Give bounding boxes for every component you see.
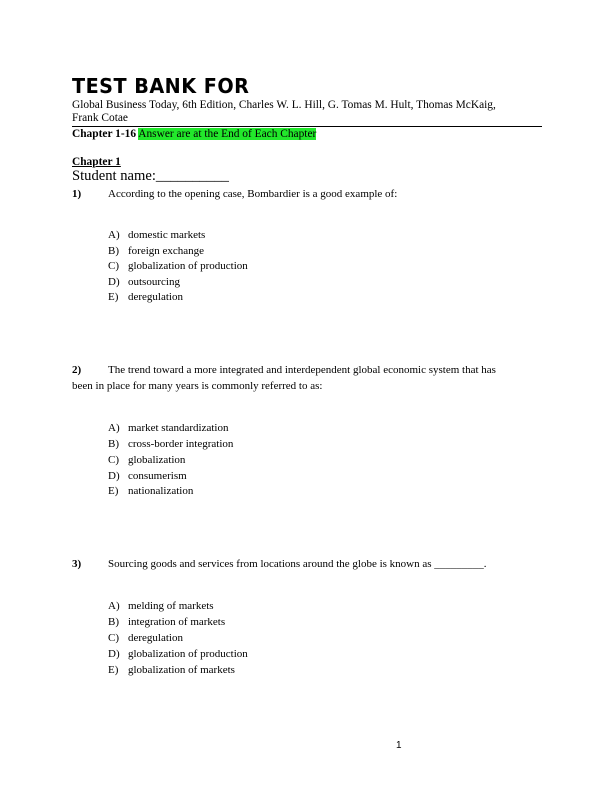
option-letter: D) [108,276,120,288]
option-text: domestic markets [128,229,206,241]
question-3-option-b [108,616,225,628]
question-2-number: 2) [72,364,82,376]
page-number: 1 [396,740,402,751]
option-text: globalization [128,454,186,466]
option-letter: A) [108,229,120,241]
question-2-option-a [108,422,229,434]
option-letter: B) [108,245,119,257]
header-divider [72,126,542,127]
question-1-option-c [108,260,248,272]
option-letter: E) [108,664,119,676]
option-text: melding of markets [128,600,214,612]
document-title: TEST BANK FOR [72,74,250,98]
question-1-number: 1) [72,188,82,200]
option-letter: E) [108,485,119,497]
option-text: deregulation [128,291,183,303]
option-letter: E) [108,291,119,303]
option-text: globalization of production [128,260,248,272]
option-text: nationalization [128,485,194,497]
book-citation-line-2: Frank Cotae [72,112,128,124]
option-text: cross-border integration [128,438,234,450]
option-text: globalization of markets [128,664,235,676]
chapter-heading: Chapter 1 [72,156,121,168]
question-3-option-e [108,664,235,676]
student-name-field: Student name:__________ [72,168,229,184]
question-2-text-line-1: The trend toward a more integrated and interdependent global economic system that has [108,364,496,376]
option-letter: D) [108,648,120,660]
book-citation-line-1: Global Business Today, 6th Edition, Charles W. L. Hill, G. Tomas M. Hult, Thomas McKaig, [72,99,496,111]
option-letter: C) [108,260,119,272]
option-letter: A) [108,422,120,434]
question-2-option-c [108,454,185,466]
chapter-range-line [72,128,316,140]
question-3-option-c [108,632,183,644]
answer-note-highlight: Answer are at the End of Each Chapter [138,128,317,140]
option-letter: B) [108,616,119,628]
option-text: outsourcing [128,276,180,288]
chapter-range: Chapter 1-16 [72,128,137,140]
option-text: deregulation [128,632,183,644]
question-2-option-d [108,470,187,482]
option-letter: C) [108,454,119,466]
option-letter: D) [108,470,120,482]
option-letter: B) [108,438,119,450]
question-3-option-a [108,600,214,612]
question-2-option-b [108,438,233,450]
question-2-option-e [108,485,193,497]
question-3-number: 3) [72,558,82,570]
option-letter: A) [108,600,120,612]
option-text: globalization of production [128,648,248,660]
question-3-text: Sourcing goods and services from locations around the globe is known as _________. [108,558,487,570]
question-1-text: According to the opening case, Bombardier is a good example of: [108,188,398,200]
question-1-option-e [108,291,183,303]
option-text: integration of markets [128,616,226,628]
question-1-option-d [108,276,180,288]
question-1-option-a [108,229,205,241]
option-text: market standardization [128,422,229,434]
option-text: foreign exchange [128,245,205,257]
option-text: consumerism [128,470,187,482]
question-3-option-d [108,648,248,660]
question-1-option-b [108,245,204,257]
question-2-text-line-2: been in place for many years is commonly referred to as: [72,380,323,392]
option-letter: C) [108,632,119,644]
